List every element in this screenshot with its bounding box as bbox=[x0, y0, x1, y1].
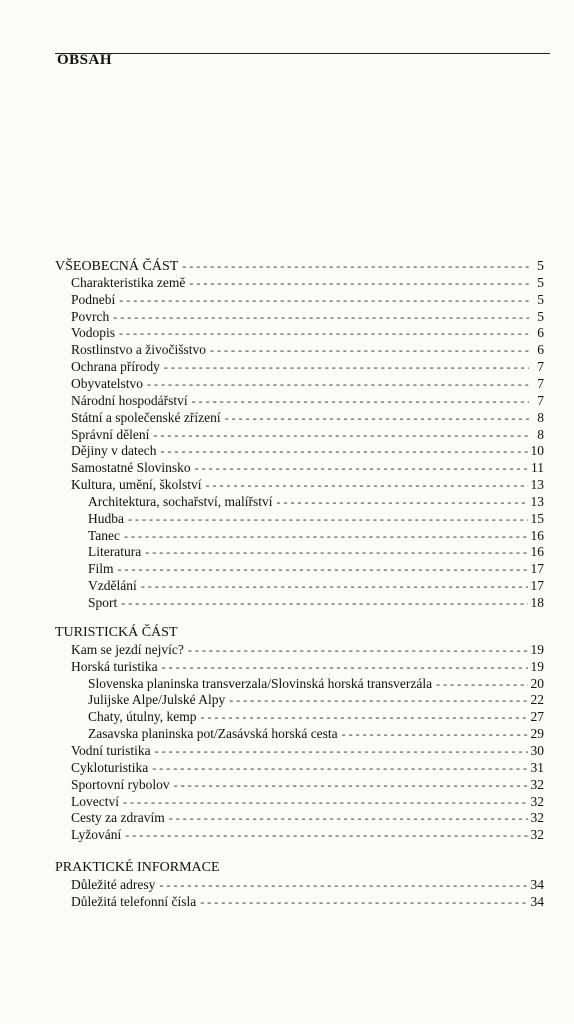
toc-entry-page-number: 29 bbox=[530, 726, 544, 741]
toc-entry[interactable] bbox=[71, 794, 544, 810]
toc-entry-label: Cesty za zdravím bbox=[71, 810, 165, 825]
dot-leader bbox=[159, 877, 527, 893]
heading-rule bbox=[55, 53, 550, 54]
toc-entry-page-number: 30 bbox=[530, 743, 544, 758]
toc-entry-label: Státní a společenské zřízení bbox=[71, 410, 221, 425]
toc-entry-label: Lovectví bbox=[71, 794, 119, 809]
toc-entry[interactable] bbox=[71, 810, 544, 826]
toc-entry-label: Vzdělání bbox=[88, 578, 137, 593]
toc-entry[interactable] bbox=[71, 877, 544, 893]
toc-entry-label: Ochrana přírody bbox=[71, 359, 160, 374]
toc-entry[interactable] bbox=[88, 511, 544, 527]
toc-entry-page-number: 16 bbox=[530, 528, 544, 543]
dot-leader bbox=[436, 676, 527, 692]
dot-leader bbox=[229, 692, 527, 708]
toc-entry-page-number: 18 bbox=[530, 595, 544, 610]
toc-entry[interactable] bbox=[71, 292, 544, 308]
toc-entry-label: Julijske Alpe/Julské Alpy bbox=[88, 692, 226, 707]
toc-entry-label: Zasavska planinska pot/Zasávská horská cesta bbox=[88, 726, 338, 741]
dot-leader bbox=[121, 595, 527, 611]
dot-leader bbox=[206, 477, 528, 493]
toc-entry-label: Obyvatelstvo bbox=[71, 376, 143, 391]
dot-leader bbox=[147, 376, 529, 392]
toc-entry-label: Důležité adresy bbox=[71, 877, 156, 892]
dot-leader bbox=[276, 494, 527, 510]
dot-leader bbox=[152, 760, 527, 776]
toc-entry[interactable] bbox=[88, 595, 544, 611]
toc-entry[interactable] bbox=[71, 275, 544, 291]
dot-leader bbox=[342, 726, 528, 742]
toc-entry-label: Kultura, umění, školství bbox=[71, 477, 202, 492]
toc-entry-page-number: 8 bbox=[537, 410, 544, 425]
toc-entry[interactable] bbox=[88, 692, 544, 708]
dot-leader bbox=[210, 342, 529, 358]
toc-entry-page-number: 32 bbox=[530, 810, 544, 825]
toc-entry[interactable] bbox=[71, 894, 544, 910]
section-title: TURISTICKÁ ČÁST bbox=[55, 625, 178, 640]
toc-entry-label: Horská turistika bbox=[71, 659, 158, 674]
toc-entry-page-number: 5 bbox=[537, 275, 544, 290]
toc-entry[interactable] bbox=[88, 528, 544, 544]
toc-entry-page-number: 13 bbox=[530, 494, 544, 509]
toc-entry[interactable] bbox=[71, 410, 544, 426]
toc-entry-label: Slovenska planinska transverzala/Slovinská horská transverzála bbox=[88, 676, 433, 691]
toc-entry[interactable] bbox=[71, 342, 544, 358]
dot-leader bbox=[201, 709, 528, 725]
dot-leader bbox=[160, 443, 527, 459]
toc-entry[interactable] bbox=[88, 709, 544, 725]
toc-entry[interactable] bbox=[71, 325, 544, 341]
dot-leader bbox=[182, 258, 529, 274]
toc-entry-page-number: 10 bbox=[530, 443, 544, 458]
toc-entry-label: Charakteristika země bbox=[71, 275, 186, 290]
toc-entry-page-number: 11 bbox=[531, 460, 544, 475]
dot-leader bbox=[155, 743, 528, 759]
toc-entry-label: Důležitá telefonní čísla bbox=[71, 894, 197, 909]
toc-entry-label: Vodopis bbox=[71, 325, 116, 340]
toc-entry-label: Kam se jezdí nejvíc? bbox=[71, 642, 184, 657]
toc-entry-page-number: 19 bbox=[530, 642, 544, 657]
toc-entry-page-number: 6 bbox=[537, 342, 544, 357]
toc-entry-page-number: 6 bbox=[537, 325, 544, 340]
dot-leader bbox=[200, 894, 527, 910]
toc-entry[interactable] bbox=[88, 578, 544, 594]
toc-entry-label: Podnebí bbox=[71, 292, 116, 307]
toc-entry-page-number: 15 bbox=[530, 511, 544, 526]
toc-entry[interactable] bbox=[88, 676, 544, 692]
toc-entry-page-number: 16 bbox=[530, 544, 544, 559]
dot-leader bbox=[119, 325, 529, 341]
toc-entry-page-number: 5 bbox=[537, 309, 544, 324]
dot-leader bbox=[188, 642, 528, 658]
toc-entry[interactable] bbox=[71, 443, 544, 459]
toc-entry-label: Tanec bbox=[88, 528, 121, 543]
toc-entry-label: Sportovní rybolov bbox=[71, 777, 170, 792]
toc-entry[interactable] bbox=[71, 743, 544, 759]
toc-entry-label: Rostlinstvo a živočišstvo bbox=[71, 342, 206, 357]
toc-entry[interactable] bbox=[71, 460, 544, 476]
toc-entry-label: Lyžování bbox=[71, 827, 122, 842]
toc-entry-label: Povrch bbox=[71, 309, 110, 324]
toc-entry[interactable] bbox=[71, 359, 544, 375]
toc-entry[interactable] bbox=[71, 760, 544, 776]
toc-entry[interactable] bbox=[88, 561, 544, 577]
dot-leader bbox=[128, 511, 528, 527]
page-title: OBSAH bbox=[57, 52, 113, 68]
toc-entry-page-number: 20 bbox=[530, 676, 544, 691]
dot-leader bbox=[195, 460, 528, 476]
toc-entry-page-number: 17 bbox=[530, 561, 544, 576]
toc-entry-label: Vodní turistika bbox=[71, 743, 151, 758]
dot-leader bbox=[174, 777, 528, 793]
toc-entry-page-number: 7 bbox=[537, 376, 544, 391]
toc-entry-label: Cykloturistika bbox=[71, 760, 149, 775]
toc-entry-page-number: 7 bbox=[537, 393, 544, 408]
toc-entry[interactable] bbox=[71, 309, 544, 325]
dot-leader bbox=[119, 292, 529, 308]
dot-leader bbox=[153, 427, 529, 443]
dot-leader bbox=[125, 827, 527, 843]
toc-entry-page-number: 5 bbox=[537, 292, 544, 307]
toc-entry-label: Literatura bbox=[88, 544, 142, 559]
toc-entry[interactable] bbox=[88, 726, 544, 742]
dot-leader bbox=[113, 309, 529, 325]
dot-leader bbox=[145, 544, 527, 560]
toc-entry-page-number: 17 bbox=[530, 578, 544, 593]
dot-leader bbox=[124, 528, 527, 544]
toc-entry-page-number: 32 bbox=[530, 827, 544, 842]
toc-entry[interactable] bbox=[71, 427, 544, 443]
dot-leader bbox=[189, 275, 529, 291]
section-title: PRAKTICKÉ INFORMACE bbox=[55, 860, 220, 875]
toc-entry-label: Hudba bbox=[88, 511, 124, 526]
toc-entry-page-number: 31 bbox=[530, 760, 544, 775]
section-title: VŠEOBECNÁ ČÁST bbox=[55, 259, 179, 274]
dot-leader bbox=[164, 359, 529, 375]
toc-entry-page-number: 13 bbox=[530, 477, 544, 492]
toc-entry[interactable] bbox=[71, 393, 544, 409]
toc-entry[interactable] bbox=[71, 642, 544, 658]
toc-entry[interactable] bbox=[71, 659, 544, 675]
toc-entry-label: Film bbox=[88, 561, 114, 576]
section-page-number: 5 bbox=[537, 259, 544, 274]
toc-entry-label: Chaty, útulny, kemp bbox=[88, 709, 197, 724]
toc-entry[interactable] bbox=[71, 827, 544, 843]
toc-entry-label: Národní hospodářství bbox=[71, 393, 188, 408]
toc-entry-page-number: 32 bbox=[530, 777, 544, 792]
toc-section-heading[interactable] bbox=[55, 258, 544, 274]
dot-leader bbox=[118, 561, 528, 577]
toc-entry-label: Samostatné Slovinsko bbox=[71, 460, 191, 475]
dot-leader bbox=[141, 578, 528, 594]
toc-entry-page-number: 27 bbox=[530, 709, 544, 724]
toc-entry[interactable] bbox=[71, 777, 544, 793]
toc-entry-page-number: 19 bbox=[530, 659, 544, 674]
toc-entry-label: Správní dělení bbox=[71, 427, 150, 442]
dot-leader bbox=[162, 659, 528, 675]
toc-entry[interactable] bbox=[88, 544, 544, 560]
dot-leader bbox=[169, 810, 528, 826]
toc-entry-label: Architektura, sochařství, malířství bbox=[88, 494, 273, 509]
toc-entry-page-number: 34 bbox=[530, 877, 544, 892]
toc-entry-page-number: 22 bbox=[530, 692, 544, 707]
toc-entry-label: Sport bbox=[88, 595, 118, 610]
toc-entry[interactable] bbox=[88, 494, 544, 510]
toc-entry-page-number: 32 bbox=[530, 794, 544, 809]
dot-leader bbox=[192, 393, 529, 409]
dot-leader bbox=[123, 794, 528, 810]
toc-entry-page-number: 34 bbox=[530, 894, 544, 909]
toc-entry-page-number: 8 bbox=[537, 427, 544, 442]
toc-entry-page-number: 7 bbox=[537, 359, 544, 374]
toc-entry-label: Dějiny v datech bbox=[71, 443, 157, 458]
dot-leader bbox=[225, 410, 529, 426]
toc-entry[interactable] bbox=[71, 477, 544, 493]
toc-entry[interactable] bbox=[71, 376, 544, 392]
